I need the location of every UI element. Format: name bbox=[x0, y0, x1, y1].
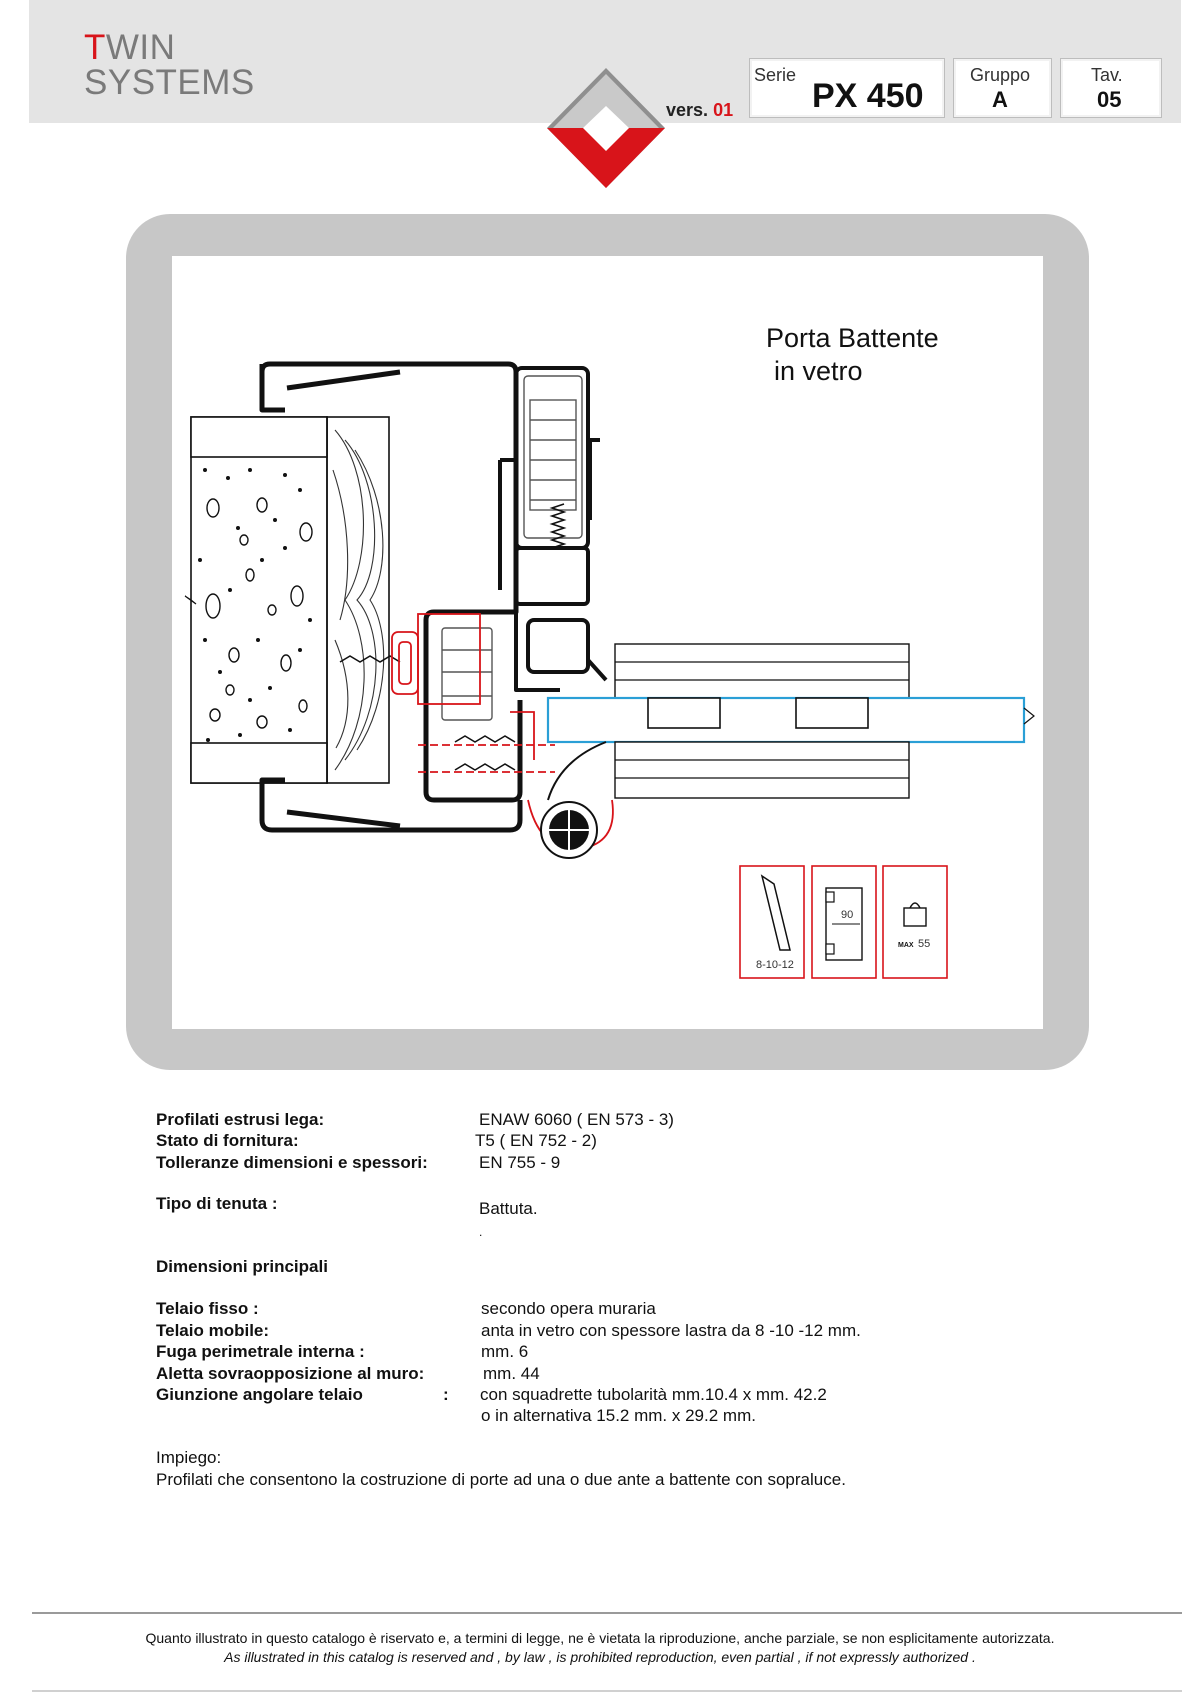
drawing-title-line-1: Porta Battente bbox=[766, 323, 939, 353]
spec-stato-value: T5 ( EN 752 - 2) bbox=[475, 1131, 597, 1150]
footer-bottom-rule bbox=[32, 1690, 1182, 1692]
spec-telaio-mobile-label: Telaio mobile: bbox=[156, 1321, 270, 1340]
spec-giunzione-value-1: con squadrette tubolarità mm.10.4 x mm. 42.2 bbox=[480, 1385, 827, 1404]
footer-copyright-it: Quanto illustrato in questo catalogo è riservato e, a termini di legge, ne è vietata la riproduzione, anche parziale, se non esplicitamente autorizzata. bbox=[145, 1630, 1055, 1646]
drawing-title-line-2: in vetro bbox=[774, 356, 863, 386]
logo-letter-t: T bbox=[84, 28, 106, 67]
spec-aletta-label: Aletta sovraopposizione al muro: bbox=[156, 1364, 425, 1383]
glass-door-assembly bbox=[548, 644, 1034, 800]
logo-line-2: SYSTEMS bbox=[84, 63, 255, 102]
legend-glass-label: 8-10-12 bbox=[756, 959, 794, 971]
spec-profilati-label: Profilati estrusi lega: bbox=[156, 1110, 325, 1129]
hinge-pin bbox=[541, 802, 597, 858]
spec-tenuta-dot: . bbox=[479, 1225, 483, 1239]
tav-value: 05 bbox=[1097, 87, 1122, 112]
spec-tenuta-label: Tipo di tenuta : bbox=[156, 1194, 278, 1213]
wood-subframe bbox=[327, 417, 389, 783]
spec-tolleranze-label: Tolleranze dimensioni e spessori: bbox=[156, 1153, 428, 1172]
tav-label: Tav. bbox=[1091, 65, 1123, 85]
gruppo-label: Gruppo bbox=[970, 65, 1031, 85]
spec-telaio-mobile-value: anta in vetro con spessore lastra da 8 -10 -12 mm. bbox=[481, 1321, 861, 1340]
spec-aletta-value: mm. 44 bbox=[483, 1364, 540, 1383]
spec-tolleranze-value: EN 755 - 9 bbox=[479, 1153, 561, 1172]
legend-weight-max: MAX bbox=[898, 942, 914, 949]
logo-rest: WIN bbox=[105, 28, 176, 67]
serie-value: PX 450 bbox=[812, 77, 924, 115]
gruppo-value: A bbox=[992, 87, 1008, 112]
legend-hinge-label: 90 bbox=[841, 909, 854, 921]
footer-copyright-en: As illustrated in this catalog is reserved and , by law , is prohibited reproduction, even partial , if not expressly authorized . bbox=[224, 1649, 976, 1665]
legend-weight-value: 55 bbox=[918, 938, 931, 950]
spec-telaio-fisso-value: secondo opera muraria bbox=[481, 1299, 656, 1318]
legend-glass-icon bbox=[740, 866, 804, 978]
version-number: 01 bbox=[713, 100, 734, 120]
spec-fuga-value: mm. 6 bbox=[481, 1342, 529, 1361]
spec-impiego-text: Profilati che consentono la costruzione di porte ad una o due ante a battente con sopraluce. bbox=[156, 1470, 846, 1489]
footer-divider bbox=[32, 1612, 1182, 1614]
legend-weight-icon bbox=[883, 866, 947, 978]
legend-hinge-icon bbox=[812, 866, 876, 978]
spec-dimensioni-heading: Dimensioni principali bbox=[156, 1257, 328, 1276]
serie-label: Serie bbox=[754, 65, 797, 85]
spec-giunzione-value-2: o in alternativa 15.2 mm. x 29.2 mm. bbox=[481, 1406, 756, 1425]
spec-giunzione-label: Giunzione angolare telaio bbox=[156, 1385, 363, 1404]
spec-telaio-fisso-label: Telaio fisso : bbox=[156, 1299, 259, 1318]
spec-profilati-value: ENAW 6060 ( EN 573 - 3) bbox=[479, 1110, 674, 1129]
wall-block bbox=[185, 417, 327, 783]
spec-fuga-label: Fuga perimetrale interna : bbox=[156, 1342, 365, 1361]
spec-impiego-heading: Impiego: bbox=[156, 1448, 222, 1467]
spec-tenuta-value: Battuta. bbox=[479, 1199, 538, 1218]
version-text: vers. bbox=[666, 100, 709, 120]
spec-giunzione-colon: : bbox=[443, 1385, 449, 1404]
spec-stato-label: Stato di fornitura: bbox=[156, 1131, 299, 1150]
sash-profile bbox=[500, 368, 606, 690]
